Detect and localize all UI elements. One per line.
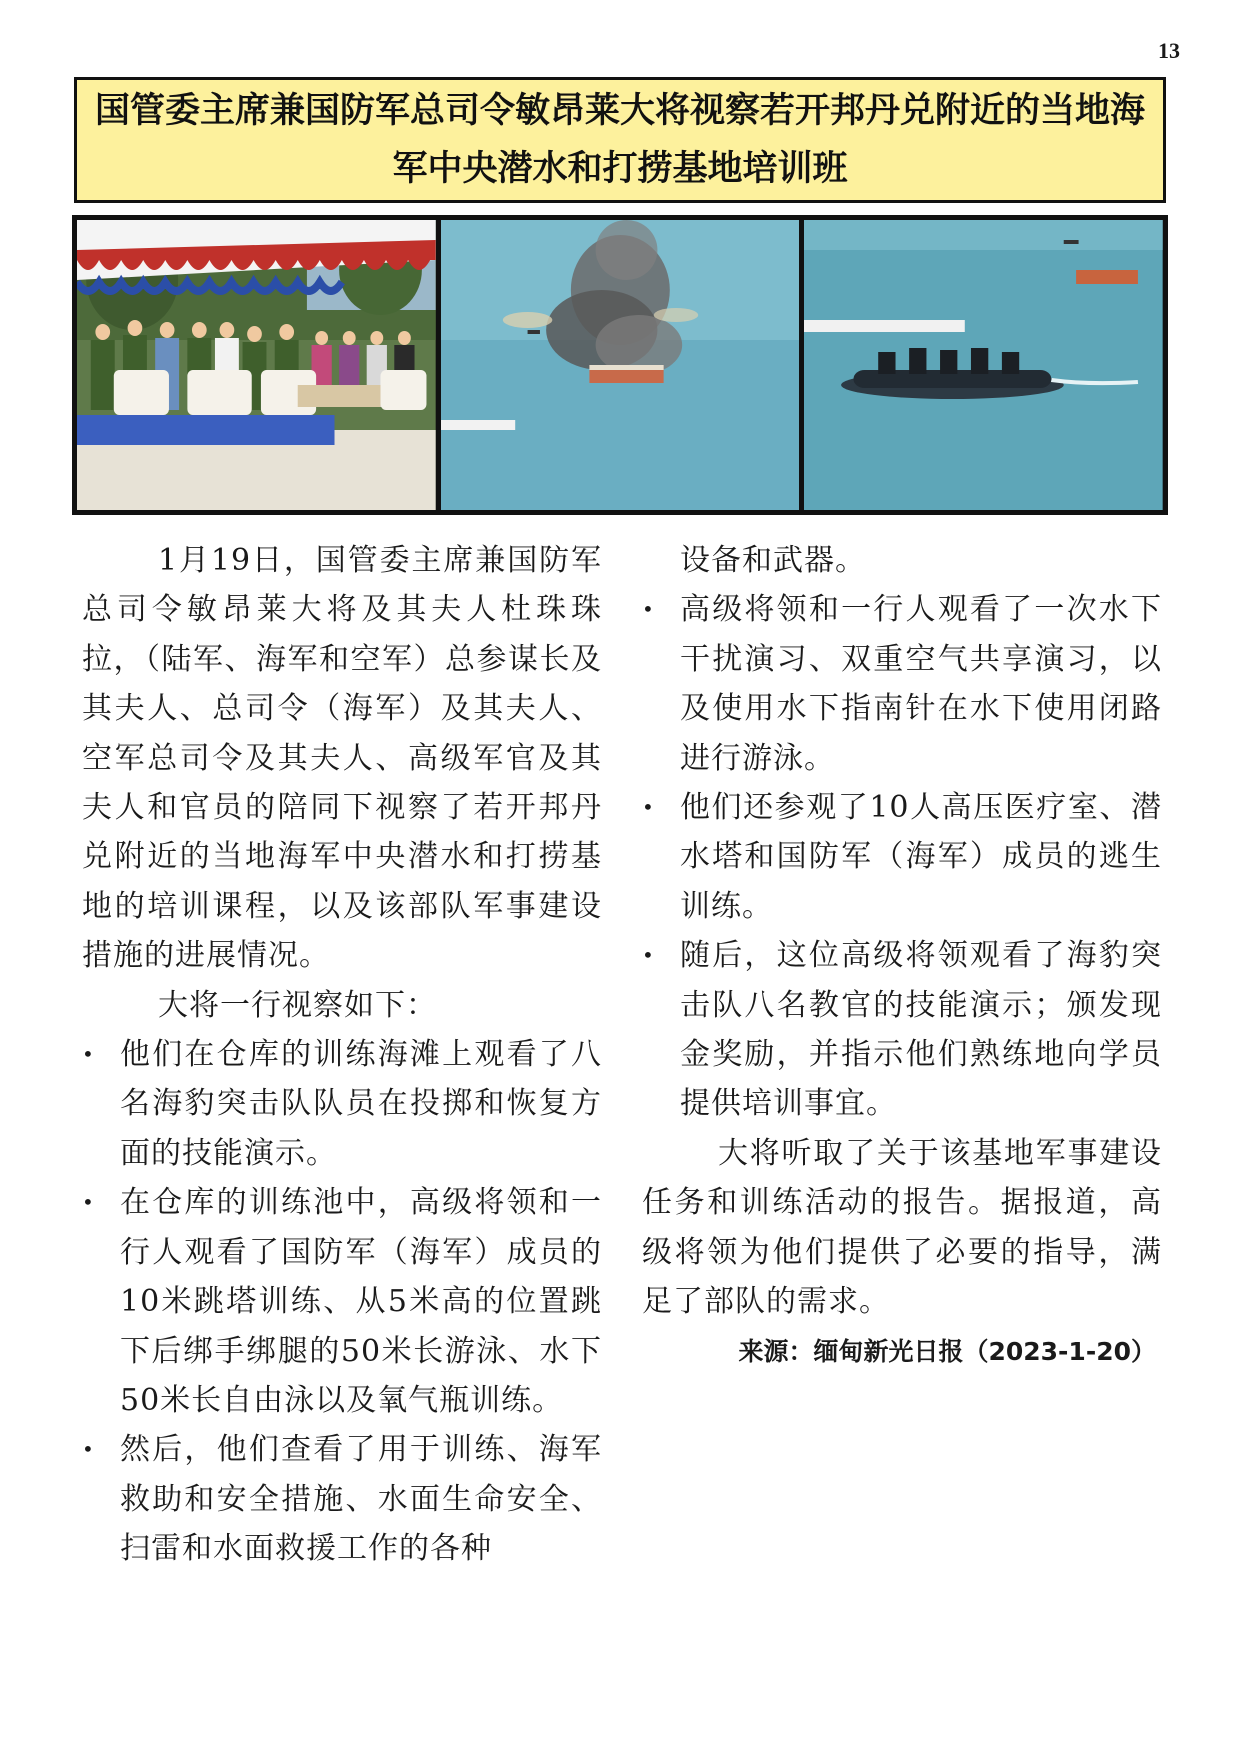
list-continuation: 设备和武器。 xyxy=(680,543,866,578)
photo-ceremony-tent xyxy=(77,220,436,510)
inspection-lead: 大将一行视察如下： xyxy=(158,987,437,1023)
source-citation: 来源：缅甸新光日报（2023-1-20） xyxy=(738,1336,1156,1366)
left-column xyxy=(82,536,602,1574)
list-item xyxy=(82,1178,602,1425)
bullet-mark: • xyxy=(642,795,655,820)
list-item xyxy=(82,1425,602,1573)
bullet-mark: • xyxy=(642,597,655,622)
list-item-text: 高级将领和一行人观看了一次水下干扰演习、双重空气共享演习，以及使用水下指南针在水下使用闭路进行游泳。 xyxy=(680,592,1162,776)
list-item xyxy=(82,1030,602,1178)
explosion-sea-image xyxy=(441,220,800,510)
list-item xyxy=(642,783,1162,931)
bullet-mark: • xyxy=(82,1437,95,1462)
right-bullet-list xyxy=(642,585,1162,1128)
list-item xyxy=(642,931,1162,1129)
closing-paragraph: 大将听取了关于该基地军事建设任务和训练活动的报告。据报道，高级将领为他们提供了必要的指导，满足了部队的需求。 xyxy=(642,1135,1162,1320)
bullet-mark: • xyxy=(642,943,655,968)
photo-strip xyxy=(72,215,1168,515)
speedboat-divers-image xyxy=(804,220,1163,510)
intro-paragraph: 1月19日，国管委主席兼国防军总司令敏昂莱大将及其夫人杜珠珠拉，（陆军、海军和空军）总参谋长及其夫人、总司令（海军）及其夫人、空军总司令及其夫人、高级军官及其夫人和官员的陪同下视察了若开邦丹兑附近的当地海军中央潜水和打捞基地的培训课程，以及该部队军事建设措施的进展情况。 xyxy=(82,543,602,974)
bullet-mark: • xyxy=(82,1190,95,1215)
ceremony-tent-image xyxy=(77,220,436,510)
list-item-text: 他们在仓库的训练海滩上观看了八名海豹突击队队员在投掷和恢复方面的技能演示。 xyxy=(120,1037,602,1171)
list-item-text: 随后，这位高级将领观看了海豹突击队八名教官的技能演示；颁发现金奖励，并指示他们熟练地向学员提供培训事宜。 xyxy=(680,938,1162,1122)
left-bullet-list xyxy=(82,1030,602,1573)
list-item xyxy=(642,585,1162,783)
photo-speedboat-divers xyxy=(804,220,1163,510)
article-title: 国管委主席兼国防军总司令敏昂莱大将视察若开邦丹兑附近的当地海军中央潜水和打捞基地培训班 xyxy=(95,91,1146,189)
photo-explosion-sea xyxy=(441,220,800,510)
right-column xyxy=(642,536,1162,1376)
page-number: 13 xyxy=(1158,38,1180,63)
list-item-text: 他们还参观了10人高压医疗室、潜水塔和国防军（海军）成员的逃生训练。 xyxy=(680,790,1162,924)
list-item-text: 然后，他们查看了用于训练、海军救助和安全措施、水面生命安全、扫雷和水面救援工作的各种 xyxy=(120,1432,602,1567)
list-item-text: 在仓库的训练池中，高级将领和一行人观看了国防军（海军）成员的10米跳塔训练、从5米高的位置跳下后绑手绑腿的50米长游泳、水下50米长自由泳以及氧气瓶训练。 xyxy=(120,1185,602,1418)
title-banner xyxy=(74,77,1166,203)
bullet-mark: • xyxy=(82,1042,95,1067)
